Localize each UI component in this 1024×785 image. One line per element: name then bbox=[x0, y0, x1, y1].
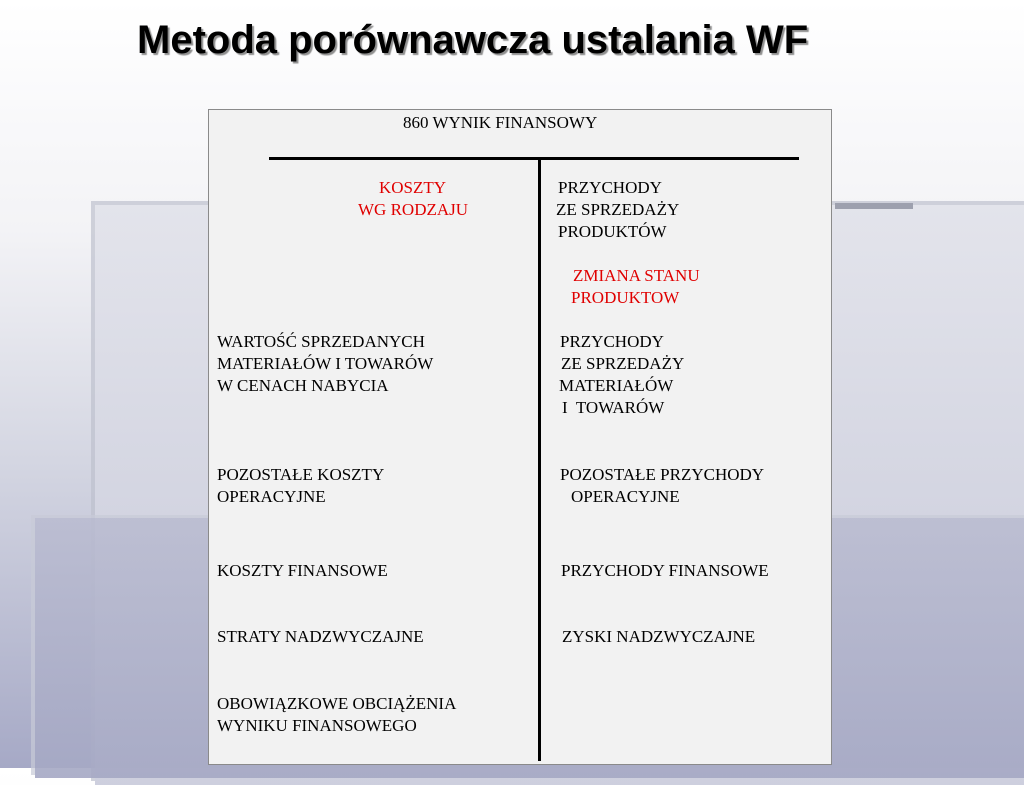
right-row1-line4: I TOWARÓW bbox=[562, 398, 665, 417]
left-row1-line2: MATERIAŁÓW I TOWARÓW bbox=[217, 354, 434, 373]
right-heading-line3: PRODUKTÓW bbox=[558, 222, 667, 241]
left-row2-line1: POZOSTAŁE KOSZTY bbox=[217, 465, 385, 484]
right-row1-line1: PRZYCHODY bbox=[560, 332, 664, 351]
left-row4-line1: STRATY NADZWYCZAJNE bbox=[217, 627, 424, 646]
right-heading-line1: PRZYCHODY bbox=[558, 178, 662, 197]
right-row1-line3: MATERIAŁÓW bbox=[559, 376, 674, 395]
left-row1-line1: WARTOŚĆ SPRZEDANYCH bbox=[217, 332, 425, 351]
right-row2-line2: OPERACYJNE bbox=[571, 487, 680, 506]
left-row3-line1: KOSZTY FINANSOWE bbox=[217, 561, 388, 580]
right-row4-line1: ZYSKI NADZWYCZAJNE bbox=[562, 627, 756, 646]
left-heading-line2: WG RODZAJU bbox=[358, 200, 469, 219]
t-account-panel bbox=[208, 109, 832, 765]
slide-title: Metoda porównawcza ustalania WF bbox=[137, 18, 809, 62]
t-account-vertical-line bbox=[538, 157, 541, 761]
left-row5-line2: WYNIKU FINANSOWEGO bbox=[217, 716, 417, 735]
right-row3-line1: PRZYCHODY FINANSOWE bbox=[561, 561, 769, 580]
decorative-bar bbox=[835, 203, 913, 209]
left-row1-line3: W CENACH NABYCIA bbox=[217, 376, 389, 395]
left-heading-line1: KOSZTY bbox=[379, 178, 447, 197]
right-change-line1: ZMIANA STANU bbox=[573, 266, 700, 285]
t-account-horizontal-line bbox=[269, 157, 799, 160]
left-row5-line1: OBOWIĄZKOWE OBCIĄŻENIA bbox=[217, 694, 457, 713]
right-row2-line1: POZOSTAŁE PRZYCHODY bbox=[560, 465, 765, 484]
left-row2-line2: OPERACYJNE bbox=[217, 487, 326, 506]
right-heading-line2: ZE SPRZEDAŻY bbox=[556, 200, 680, 219]
right-row1-line2: ZE SPRZEDAŻY bbox=[561, 354, 685, 373]
right-change-line2: PRODUKTOW bbox=[571, 288, 680, 307]
account-header: 860 WYNIK FINANSOWY bbox=[403, 113, 598, 132]
